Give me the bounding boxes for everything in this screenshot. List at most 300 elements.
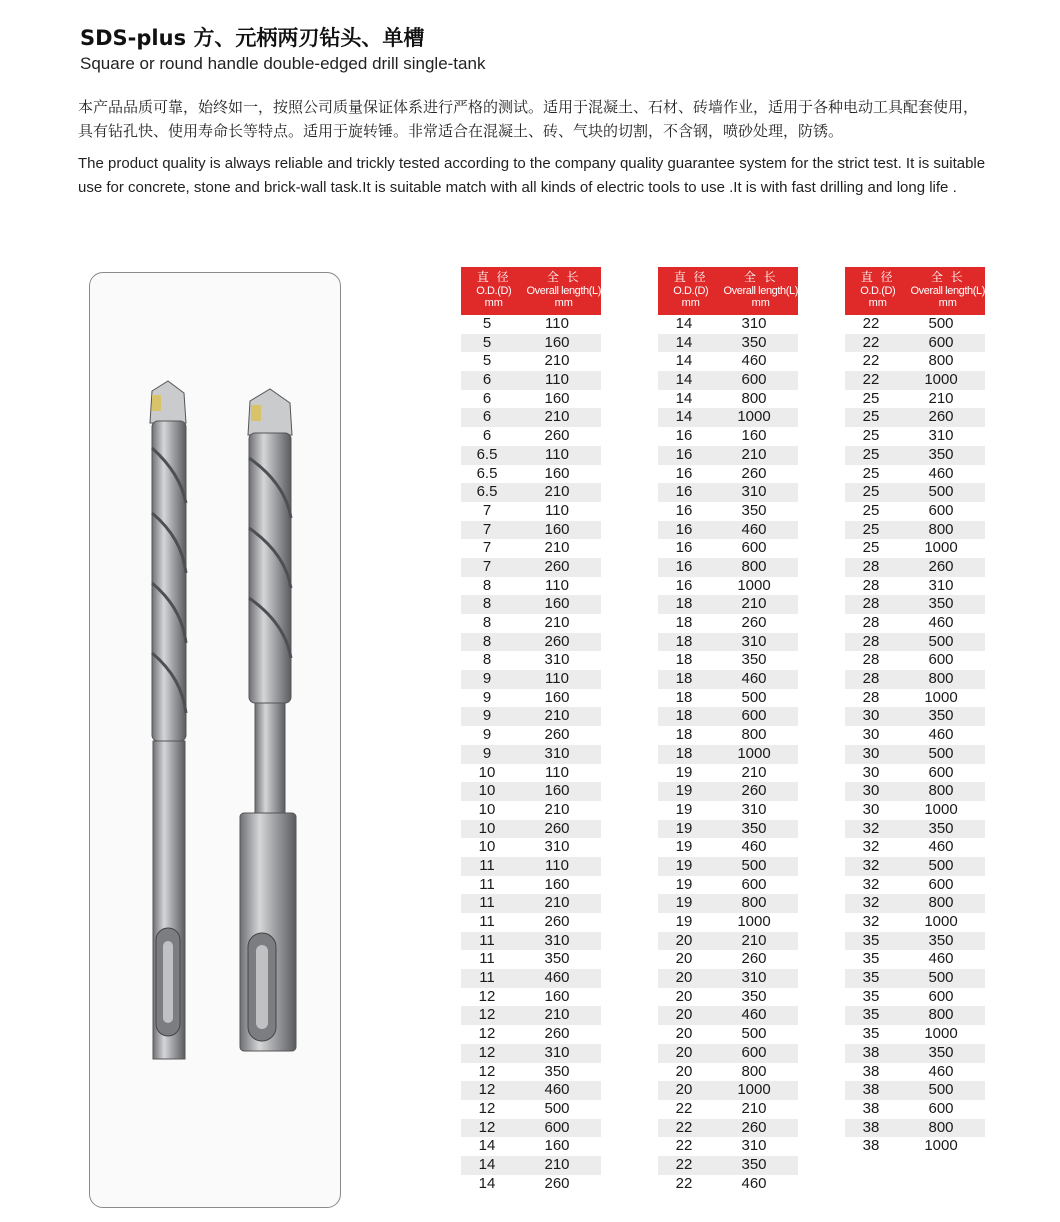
cell-length: 350 [928, 931, 954, 949]
cell-diameter: 32 [862, 913, 880, 930]
cell-diameter: 6 [482, 371, 492, 389]
table-row [658, 633, 798, 652]
cell-diameter: 14 [675, 408, 693, 426]
cell-diameter: 28 [862, 557, 880, 575]
cell-length: 110 [545, 501, 569, 519]
cell-diameter: 12 [478, 987, 496, 1005]
table-row [845, 465, 985, 484]
cell-length: 460 [741, 352, 767, 370]
cell-length: 600 [928, 651, 954, 669]
cell-length: 500 [928, 315, 954, 332]
cell-diameter: 14 [478, 1174, 496, 1192]
cell-length: 600 [928, 1099, 954, 1117]
cell-length: 110 [545, 763, 569, 781]
table-row [658, 1025, 798, 1044]
table-row [658, 950, 798, 969]
cell-length: 210 [928, 389, 954, 407]
cell-diameter: 20 [675, 1006, 693, 1024]
table-header [658, 267, 798, 315]
cell-length: 460 [928, 726, 954, 744]
cell-diameter: 19 [675, 913, 693, 930]
cell-diameter: 22 [862, 333, 880, 351]
cell-length: 460 [544, 969, 570, 987]
table-row [658, 539, 798, 558]
table-row [845, 371, 985, 390]
cell-diameter: 22 [675, 1155, 693, 1173]
drill-bits-illustration [90, 273, 342, 1209]
cell-diameter: 8 [482, 595, 492, 613]
table-row [845, 1006, 985, 1025]
cell-diameter: 8 [482, 614, 492, 631]
cell-length: 260 [928, 557, 954, 575]
cell-diameter: 12 [478, 1025, 496, 1043]
cell-diameter: 35 [862, 931, 880, 949]
cell-diameter: 32 [862, 819, 880, 837]
cell-diameter: 12 [478, 1099, 496, 1117]
cell-length: 460 [741, 670, 767, 688]
cell-length: 460 [928, 614, 954, 631]
cell-diameter: 20 [675, 1081, 693, 1099]
cell-length: 210 [544, 352, 570, 370]
table-row [658, 1156, 798, 1175]
cell-length: 310 [741, 632, 767, 650]
cell-length: 260 [741, 950, 767, 968]
cell-diameter: 38 [862, 1043, 880, 1061]
cell-diameter: 18 [675, 744, 693, 762]
table-row [658, 651, 798, 670]
cell-length: 310 [741, 800, 767, 818]
cell-diameter: 30 [862, 744, 880, 762]
cell-diameter: 6 [482, 389, 492, 407]
header-length: 全 长 Overall length(L) mm [526, 270, 601, 309]
table-row [845, 1063, 985, 1082]
table-row [658, 726, 798, 745]
cell-length: 350 [741, 333, 767, 351]
cell-diameter: 8 [482, 632, 492, 650]
table-row [845, 1137, 985, 1156]
header-diameter: 直 径 O.D.(D) mm [476, 270, 512, 309]
cell-length: 500 [928, 632, 954, 650]
cell-diameter: 18 [675, 632, 693, 650]
table-row [461, 745, 601, 764]
cell-length: 210 [544, 483, 570, 501]
spec-table-1 [461, 267, 601, 1193]
table-row [658, 764, 798, 783]
cell-length: 350 [741, 501, 767, 519]
cell-length: 600 [741, 875, 767, 893]
table-row [658, 427, 798, 446]
cell-diameter: 25 [862, 501, 880, 519]
cell-diameter: 32 [862, 856, 880, 874]
table-row [461, 932, 601, 951]
cell-length: 210 [544, 1006, 570, 1024]
cell-length: 350 [544, 1062, 570, 1080]
cell-length: 1000 [924, 913, 958, 930]
description-english: The product quality is always reliable and trickly tested according to the company quality guarantee system for the strict test. It is suitable use for concrete, stone and brick-wall task.It is suitable match with all kinds of electric tools to use .It is with fast drilling and long life . [78, 155, 986, 196]
cell-diameter: 16 [675, 557, 693, 575]
cell-length: 110 [545, 576, 569, 594]
table-row [658, 1044, 798, 1063]
table-row [461, 1100, 601, 1119]
cell-length: 310 [544, 744, 570, 762]
cell-length: 310 [544, 651, 570, 669]
cell-diameter: 28 [862, 688, 880, 706]
table-row [658, 988, 798, 1007]
table-row [845, 745, 985, 764]
table-row [461, 988, 601, 1007]
cell-diameter: 14 [675, 315, 693, 332]
cell-diameter: 20 [675, 969, 693, 987]
table-row [461, 1175, 601, 1194]
cell-length: 160 [544, 987, 570, 1005]
cell-diameter: 30 [862, 707, 880, 725]
cell-length: 210 [741, 763, 767, 781]
table-row [658, 558, 798, 577]
table-row [461, 1044, 601, 1063]
table-row [658, 483, 798, 502]
cell-diameter: 25 [862, 520, 880, 538]
cell-length: 210 [544, 800, 570, 818]
table-header [845, 267, 985, 315]
table-row [658, 1081, 798, 1100]
table-row [658, 913, 798, 932]
table-row [845, 595, 985, 614]
cell-length: 310 [741, 1137, 767, 1155]
cell-diameter: 28 [862, 614, 880, 631]
table-row [845, 932, 985, 951]
table-row [845, 577, 985, 596]
table-row [461, 483, 601, 502]
table-row [461, 446, 601, 465]
table-row [658, 1006, 798, 1025]
cell-length: 350 [928, 445, 954, 463]
cell-diameter: 14 [478, 1137, 496, 1155]
cell-diameter: 19 [675, 819, 693, 837]
cell-length: 160 [544, 875, 570, 893]
cell-length: 1000 [737, 913, 771, 930]
cell-length: 500 [928, 744, 954, 762]
table-row [461, 595, 601, 614]
cell-length: 1000 [924, 1025, 958, 1043]
cell-diameter: 16 [675, 520, 693, 538]
header-diameter: 直 径 O.D.(D) mm [673, 270, 709, 309]
cell-length: 350 [741, 987, 767, 1005]
cell-diameter: 25 [862, 483, 880, 501]
cell-diameter: 19 [675, 782, 693, 800]
cell-length: 210 [544, 707, 570, 725]
table-row [845, 1081, 985, 1100]
cell-length: 500 [928, 969, 954, 987]
drill-bit-right-icon [240, 389, 296, 1051]
cell-length: 210 [544, 1155, 570, 1173]
table-row [461, 1006, 601, 1025]
cell-diameter: 35 [862, 987, 880, 1005]
cell-diameter: 10 [478, 782, 496, 800]
table-row [461, 371, 601, 390]
table-row [658, 614, 798, 633]
cell-length: 800 [928, 670, 954, 688]
table-row [658, 595, 798, 614]
cell-length: 800 [741, 726, 767, 744]
cell-length: 600 [928, 875, 954, 893]
table-row [658, 801, 798, 820]
cell-length: 310 [741, 969, 767, 987]
cell-length: 600 [928, 987, 954, 1005]
cell-diameter: 6.5 [476, 464, 498, 482]
cell-length: 210 [544, 894, 570, 912]
cell-diameter: 20 [675, 1043, 693, 1061]
table-row [461, 651, 601, 670]
table-row [658, 408, 798, 427]
table-row [845, 913, 985, 932]
cell-length: 800 [928, 352, 954, 370]
table-row [658, 352, 798, 371]
table-row [658, 969, 798, 988]
table-row [461, 689, 601, 708]
cell-diameter: 5 [482, 333, 492, 351]
cell-diameter: 11 [479, 913, 495, 930]
cell-diameter: 19 [675, 875, 693, 893]
cell-diameter: 16 [675, 539, 693, 557]
table-row [658, 838, 798, 857]
cell-diameter: 28 [862, 632, 880, 650]
cell-diameter: 18 [675, 670, 693, 688]
cell-length: 1000 [737, 1081, 771, 1099]
table-row [845, 876, 985, 895]
cell-length: 260 [544, 427, 570, 445]
cell-diameter: 25 [862, 427, 880, 445]
cell-length: 350 [741, 651, 767, 669]
cell-length: 160 [544, 595, 570, 613]
cell-length: 1000 [924, 1137, 958, 1155]
cell-diameter: 22 [862, 371, 880, 389]
table-row [845, 782, 985, 801]
cell-diameter: 19 [675, 800, 693, 818]
cell-diameter: 14 [675, 352, 693, 370]
cell-length: 460 [928, 838, 954, 856]
cell-length: 260 [741, 464, 767, 482]
table-row [658, 371, 798, 390]
cell-diameter: 22 [675, 1099, 693, 1117]
table-row [658, 670, 798, 689]
table-body [461, 315, 601, 1193]
cell-diameter: 5 [482, 352, 492, 370]
cell-length: 500 [741, 1025, 767, 1043]
cell-diameter: 10 [478, 838, 496, 856]
table-row [461, 1025, 601, 1044]
cell-length: 600 [741, 1043, 767, 1061]
table-row [658, 689, 798, 708]
table-row [461, 633, 601, 652]
cell-diameter: 7 [482, 539, 492, 557]
cell-length: 310 [928, 576, 954, 594]
cell-length: 210 [741, 445, 767, 463]
table-row [845, 689, 985, 708]
cell-length: 1000 [737, 744, 771, 762]
cell-diameter: 14 [675, 371, 693, 389]
table-row [845, 614, 985, 633]
cell-length: 1000 [924, 800, 958, 818]
cell-diameter: 30 [862, 800, 880, 818]
table-row [461, 857, 601, 876]
table-row [845, 408, 985, 427]
cell-length: 310 [928, 427, 954, 445]
table-row [461, 558, 601, 577]
cell-diameter: 20 [675, 931, 693, 949]
table-row [845, 857, 985, 876]
cell-length: 210 [741, 931, 767, 949]
table-row [658, 820, 798, 839]
cell-length: 110 [545, 856, 569, 874]
cell-diameter: 18 [675, 614, 693, 631]
table-row [845, 820, 985, 839]
table-row [845, 1100, 985, 1119]
table-row [461, 838, 601, 857]
cell-diameter: 6.5 [476, 483, 498, 501]
cell-length: 800 [928, 894, 954, 912]
table-row [658, 334, 798, 353]
table-row [658, 745, 798, 764]
table-row [461, 670, 601, 689]
cell-length: 800 [741, 557, 767, 575]
cell-length: 460 [741, 838, 767, 856]
table-body [845, 315, 985, 1156]
cell-diameter: 9 [482, 670, 492, 688]
cell-length: 800 [928, 782, 954, 800]
cell-length: 260 [544, 913, 570, 930]
table-row [461, 1063, 601, 1082]
cell-diameter: 38 [862, 1081, 880, 1099]
cell-length: 600 [741, 371, 767, 389]
cell-diameter: 20 [675, 1062, 693, 1080]
cell-diameter: 14 [675, 333, 693, 351]
table-row [461, 726, 601, 745]
cell-length: 600 [928, 501, 954, 519]
cell-length: 160 [544, 333, 570, 351]
cell-length: 310 [741, 483, 767, 501]
table-row [658, 1175, 798, 1194]
table-row [461, 577, 601, 596]
header-length: 全 长 Overall length(L) mm [910, 270, 985, 309]
cell-length: 350 [928, 595, 954, 613]
cell-diameter: 38 [862, 1062, 880, 1080]
table-row [461, 1081, 601, 1100]
cell-diameter: 20 [675, 1025, 693, 1043]
table-row [845, 1119, 985, 1138]
table-row [658, 707, 798, 726]
page-title: SDS-plus 方、元柄两刃钻头、单槽 [80, 26, 425, 50]
cell-diameter: 16 [675, 501, 693, 519]
table-row [845, 390, 985, 409]
cell-diameter: 22 [675, 1174, 693, 1192]
cell-length: 160 [544, 782, 570, 800]
table-row [461, 539, 601, 558]
description-chinese: 本产品品质可靠，始终如一，按照公司质量保证体系进行严格的测试。适用于混凝土、石材、砖墙作业，适用于各种电动工具配套使用，具有钻孔快、使用寿命长等特点。适用于旋转锤。非常适合在混凝土、砖、气块的切割，不含钢，喷砂处理，防锈。 [78, 98, 979, 140]
table-row [658, 1119, 798, 1138]
cell-length: 800 [741, 1062, 767, 1080]
spec-table-3 [845, 267, 985, 1156]
cell-diameter: 10 [478, 819, 496, 837]
cell-length: 160 [544, 688, 570, 706]
table-row [461, 1119, 601, 1138]
table-row [845, 446, 985, 465]
cell-length: 260 [544, 632, 570, 650]
cell-diameter: 6 [482, 427, 492, 445]
cell-diameter: 28 [862, 595, 880, 613]
table-row [658, 446, 798, 465]
cell-diameter: 16 [675, 483, 693, 501]
cell-diameter: 25 [862, 539, 880, 557]
cell-diameter: 7 [482, 520, 492, 538]
cell-length: 500 [928, 856, 954, 874]
product-photo-frame [89, 272, 341, 1208]
cell-diameter: 30 [862, 782, 880, 800]
table-row [845, 315, 985, 334]
table-body [658, 315, 798, 1193]
cell-length: 600 [741, 539, 767, 557]
cell-diameter: 22 [862, 315, 880, 332]
cell-length: 460 [741, 1174, 767, 1192]
table-row [845, 651, 985, 670]
cell-length: 600 [544, 1118, 570, 1136]
cell-diameter: 22 [862, 352, 880, 370]
cell-diameter: 6 [482, 408, 492, 426]
cell-length: 500 [544, 1099, 570, 1117]
cell-length: 460 [741, 1006, 767, 1024]
table-row [845, 764, 985, 783]
cell-diameter: 25 [862, 464, 880, 482]
cell-diameter: 22 [675, 1118, 693, 1136]
cell-length: 460 [741, 520, 767, 538]
table-row [461, 782, 601, 801]
table-row [845, 558, 985, 577]
cell-diameter: 5 [482, 315, 492, 332]
table-row [845, 801, 985, 820]
cell-diameter: 16 [675, 445, 693, 463]
cell-length: 350 [928, 819, 954, 837]
cell-diameter: 12 [478, 1062, 496, 1080]
cell-length: 800 [928, 1118, 954, 1136]
cell-diameter: 12 [478, 1081, 496, 1099]
header-diameter: 直 径 O.D.(D) mm [860, 270, 896, 309]
table-row [845, 894, 985, 913]
table-row [658, 857, 798, 876]
cell-diameter: 18 [675, 688, 693, 706]
table-row [845, 988, 985, 1007]
cell-length: 260 [741, 614, 767, 631]
cell-length: 260 [928, 408, 954, 426]
cell-length: 800 [741, 894, 767, 912]
cell-length: 260 [544, 557, 570, 575]
page-subtitle: Square or round handle double-edged drill single-tank [80, 54, 486, 73]
cell-diameter: 12 [478, 1118, 496, 1136]
cell-diameter: 20 [675, 987, 693, 1005]
cell-diameter: 11 [479, 950, 495, 968]
table-row [461, 521, 601, 540]
cell-diameter: 22 [675, 1137, 693, 1155]
cell-length: 500 [928, 483, 954, 501]
cell-length: 460 [928, 1062, 954, 1080]
cell-length: 160 [544, 520, 570, 538]
table-row [845, 502, 985, 521]
table-row [461, 969, 601, 988]
table-row [845, 352, 985, 371]
cell-length: 210 [544, 408, 570, 426]
cell-length: 1000 [924, 688, 958, 706]
table-row [658, 876, 798, 895]
cell-diameter: 38 [862, 1099, 880, 1117]
cell-length: 460 [928, 950, 954, 968]
